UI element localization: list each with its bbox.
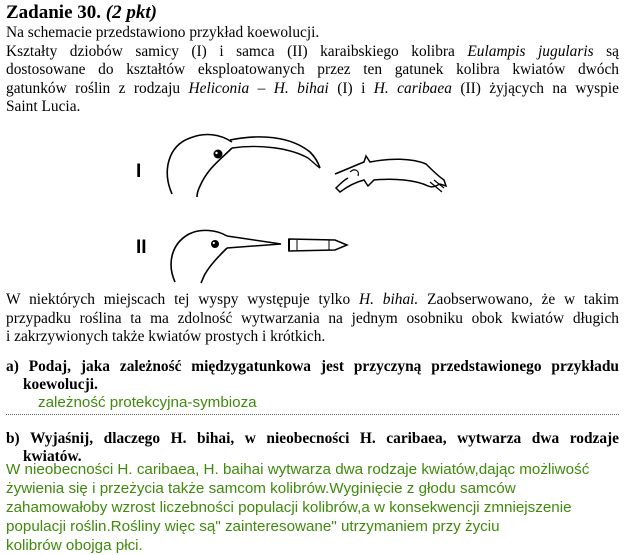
question-b-line-1: b) Wyjaśnij, dlaczego H. bihai, w nieobecności H. caribaea, wytwarza dwa rodzaje: [6, 430, 619, 447]
intro-line-4: gatunków roślin z rodzaju Heliconia – H. bihai (I) i H. caribaea (II) żyjących na wyspie: [6, 79, 619, 97]
answer-b-line-3: zahamowałoby wzrost liczebności populacji kolibrów,a w konsekwencji zmniejszenie: [6, 499, 572, 516]
question-a-line-1: a) Podaj, jaka zależność międzygatunkowa jest przyczyną przedstawionego przykładu: [6, 358, 619, 375]
intro-line-5: Saint Lucia.: [6, 98, 81, 115]
task-title: [6, 2, 157, 24]
coevolution-figure: [0, 126, 625, 284]
context-line-2: przypadku roślina ta ma zdolność wytwarzania na jednym osobniku obok kwiatów długich: [6, 309, 619, 327]
context-line-3: i zakrzywionych także kwiatów prostych i krótkich.: [6, 328, 326, 345]
figure-label-ii: II: [136, 237, 147, 258]
context-line-1: W niektórych miejscach tej wyspy występuje tylko H. bihai. Zaobserwowano, że w takim: [6, 291, 619, 308]
task-number: Zadanie 30.: [6, 2, 102, 23]
curved-flower-icon: [330, 148, 450, 196]
task-points: (2 pkt): [105, 2, 157, 23]
figure-label-i: I: [136, 161, 142, 182]
answer-b-line-5: kolibrów obojga płci.: [6, 537, 143, 554]
intro-line-3: dostosowane do kształtów eksploatowanych przez ten gatunek kolibra kwiatów dwóch: [6, 61, 619, 78]
question-a-line-2: koewolucji.: [23, 376, 98, 393]
straight-flower-icon: [285, 236, 351, 254]
question-b-line-2: kwiatów.: [23, 448, 82, 465]
answer-b-line-1: W nieobecności H. caribaea, H. baihai wytwarza dwa rodzaje kwiatów,dając możliwość: [6, 461, 590, 478]
species-name: Eulampis jugularis: [467, 42, 594, 60]
answer-line-divider: [6, 414, 619, 415]
intro-line-2: Kształty dziobów samicy (I) i samca (II) karaibskiego kolibra Eulampis jugularis są: [6, 42, 619, 60]
intro-line-1: Na schemacie przedstawiono przykład koewolucji.: [6, 24, 320, 41]
female-hummingbird-head-icon: [160, 126, 330, 198]
answer-a: zależność protekcyjna-symbioza: [38, 394, 257, 411]
answer-b-line-4: populacji roślin.Rośliny więc są" zainteresowane" utrzymaniem przy życiu: [6, 518, 500, 535]
male-hummingbird-head-icon: [165, 214, 285, 284]
answer-b-line-2: żywienia się i przeżycia także samcom kolibrów.Wyginięcie z głodu samców: [6, 480, 516, 497]
